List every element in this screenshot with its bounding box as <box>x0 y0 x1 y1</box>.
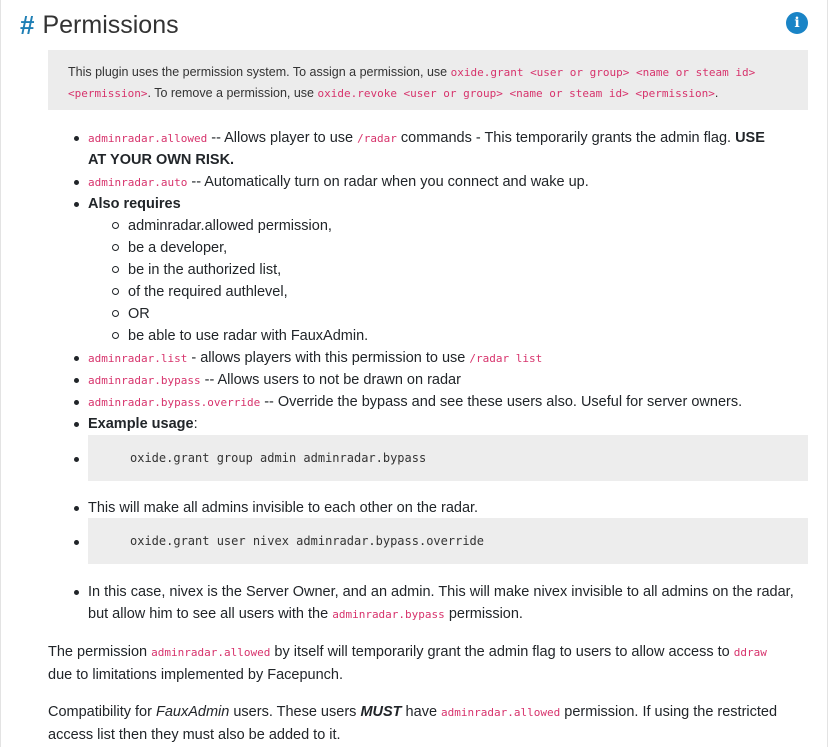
list-item-override: adminradar.bypass.override -- Override the bypass and see these users also. Useful for server owners. <box>88 394 743 410</box>
permission-notice <box>48 50 808 110</box>
sub-item: adminradar.allowed permission, <box>128 218 332 234</box>
paragraph-allowed: The permission adminradar.allowed by itself will temporarily grant the admin flag to users to allow access to ddraw due to limitations implemented by Facepunch. <box>48 644 767 683</box>
list-item-bypass: adminradar.bypass -- Allows users to not be drawn on radar <box>88 372 461 388</box>
notice-text: . To remove a permission, use <box>147 86 318 100</box>
sub-bullet <box>112 222 119 229</box>
sub-item: be a developer, <box>128 240 228 256</box>
list-item-list: adminradar.list - allows players with this permission to use /radar list <box>88 350 543 366</box>
list-item-auto: adminradar.auto -- Automatically turn on radar when you connect and wake up. <box>88 174 589 190</box>
bullet <box>74 457 79 462</box>
sub-bullet <box>112 332 119 339</box>
bullet <box>74 422 79 427</box>
code-line: oxide.grant user nivex adminradar.bypass.override <box>130 534 485 548</box>
sub-bullet <box>112 288 119 295</box>
code-block <box>88 518 808 564</box>
sub-item: be able to use radar with FauxAdmin. <box>128 328 369 344</box>
notice-text: This plugin uses the permission system. To assign a permission, use <box>68 65 451 79</box>
bullet <box>74 540 79 545</box>
bullet <box>74 202 79 207</box>
bullet <box>74 356 79 361</box>
notice-code-grant: oxide.grant <user or group> <name or steam id> <box>450 66 756 79</box>
notice-code-permission: <permission> <box>68 87 148 100</box>
bullet <box>74 400 79 405</box>
list-item-example: Example usage: <box>88 416 198 432</box>
paragraph-compatibility: Compatibility for FauxAdmin users. These users MUST have adminradar.allowed permission. If using the restricted access list then they must also be added to it. <box>48 704 778 743</box>
list-item-also-requires: Also requires <box>88 196 181 212</box>
anchor-hash-link[interactable]: # <box>20 9 35 40</box>
bullet <box>74 590 79 595</box>
section-header <box>20 8 179 42</box>
bullet <box>74 136 79 141</box>
sub-bullet <box>112 310 119 317</box>
section-title: Permissions <box>42 10 179 39</box>
list-item-case: In this case, nivex is the Server Owner, and an admin. This will make nivex invisible to all admins on the radar, <box>88 584 794 600</box>
bullet <box>74 506 79 511</box>
bullet <box>74 378 79 383</box>
bullet <box>74 180 79 185</box>
sub-item: OR <box>128 306 150 322</box>
sub-bullet <box>112 266 119 273</box>
list-item-case-cont: but allow him to see all users with the adminradar.bypass permission. <box>88 606 523 622</box>
list-item-allowed: adminradar.allowed -- Allows player to use /radar commands - This temporarily grants the admin flag. USE <box>88 130 765 146</box>
list-item-invisible: This will make all admins invisible to each other on the radar. <box>88 500 479 516</box>
notice-text: . <box>714 86 719 100</box>
notice-code-revoke: oxide.revoke <user or group> <name or steam id> <permission> <box>317 87 715 100</box>
sub-bullet <box>112 244 119 251</box>
code-line: oxide.grant group admin adminradar.bypass <box>130 451 427 465</box>
list-item-allowed-cont: AT YOUR OWN RISK. <box>88 152 235 168</box>
sub-item: be in the authorized list, <box>128 262 282 278</box>
sub-item: of the required authlevel, <box>128 284 288 300</box>
info-circle-icon[interactable]: i <box>786 12 808 34</box>
code-block <box>88 435 808 481</box>
